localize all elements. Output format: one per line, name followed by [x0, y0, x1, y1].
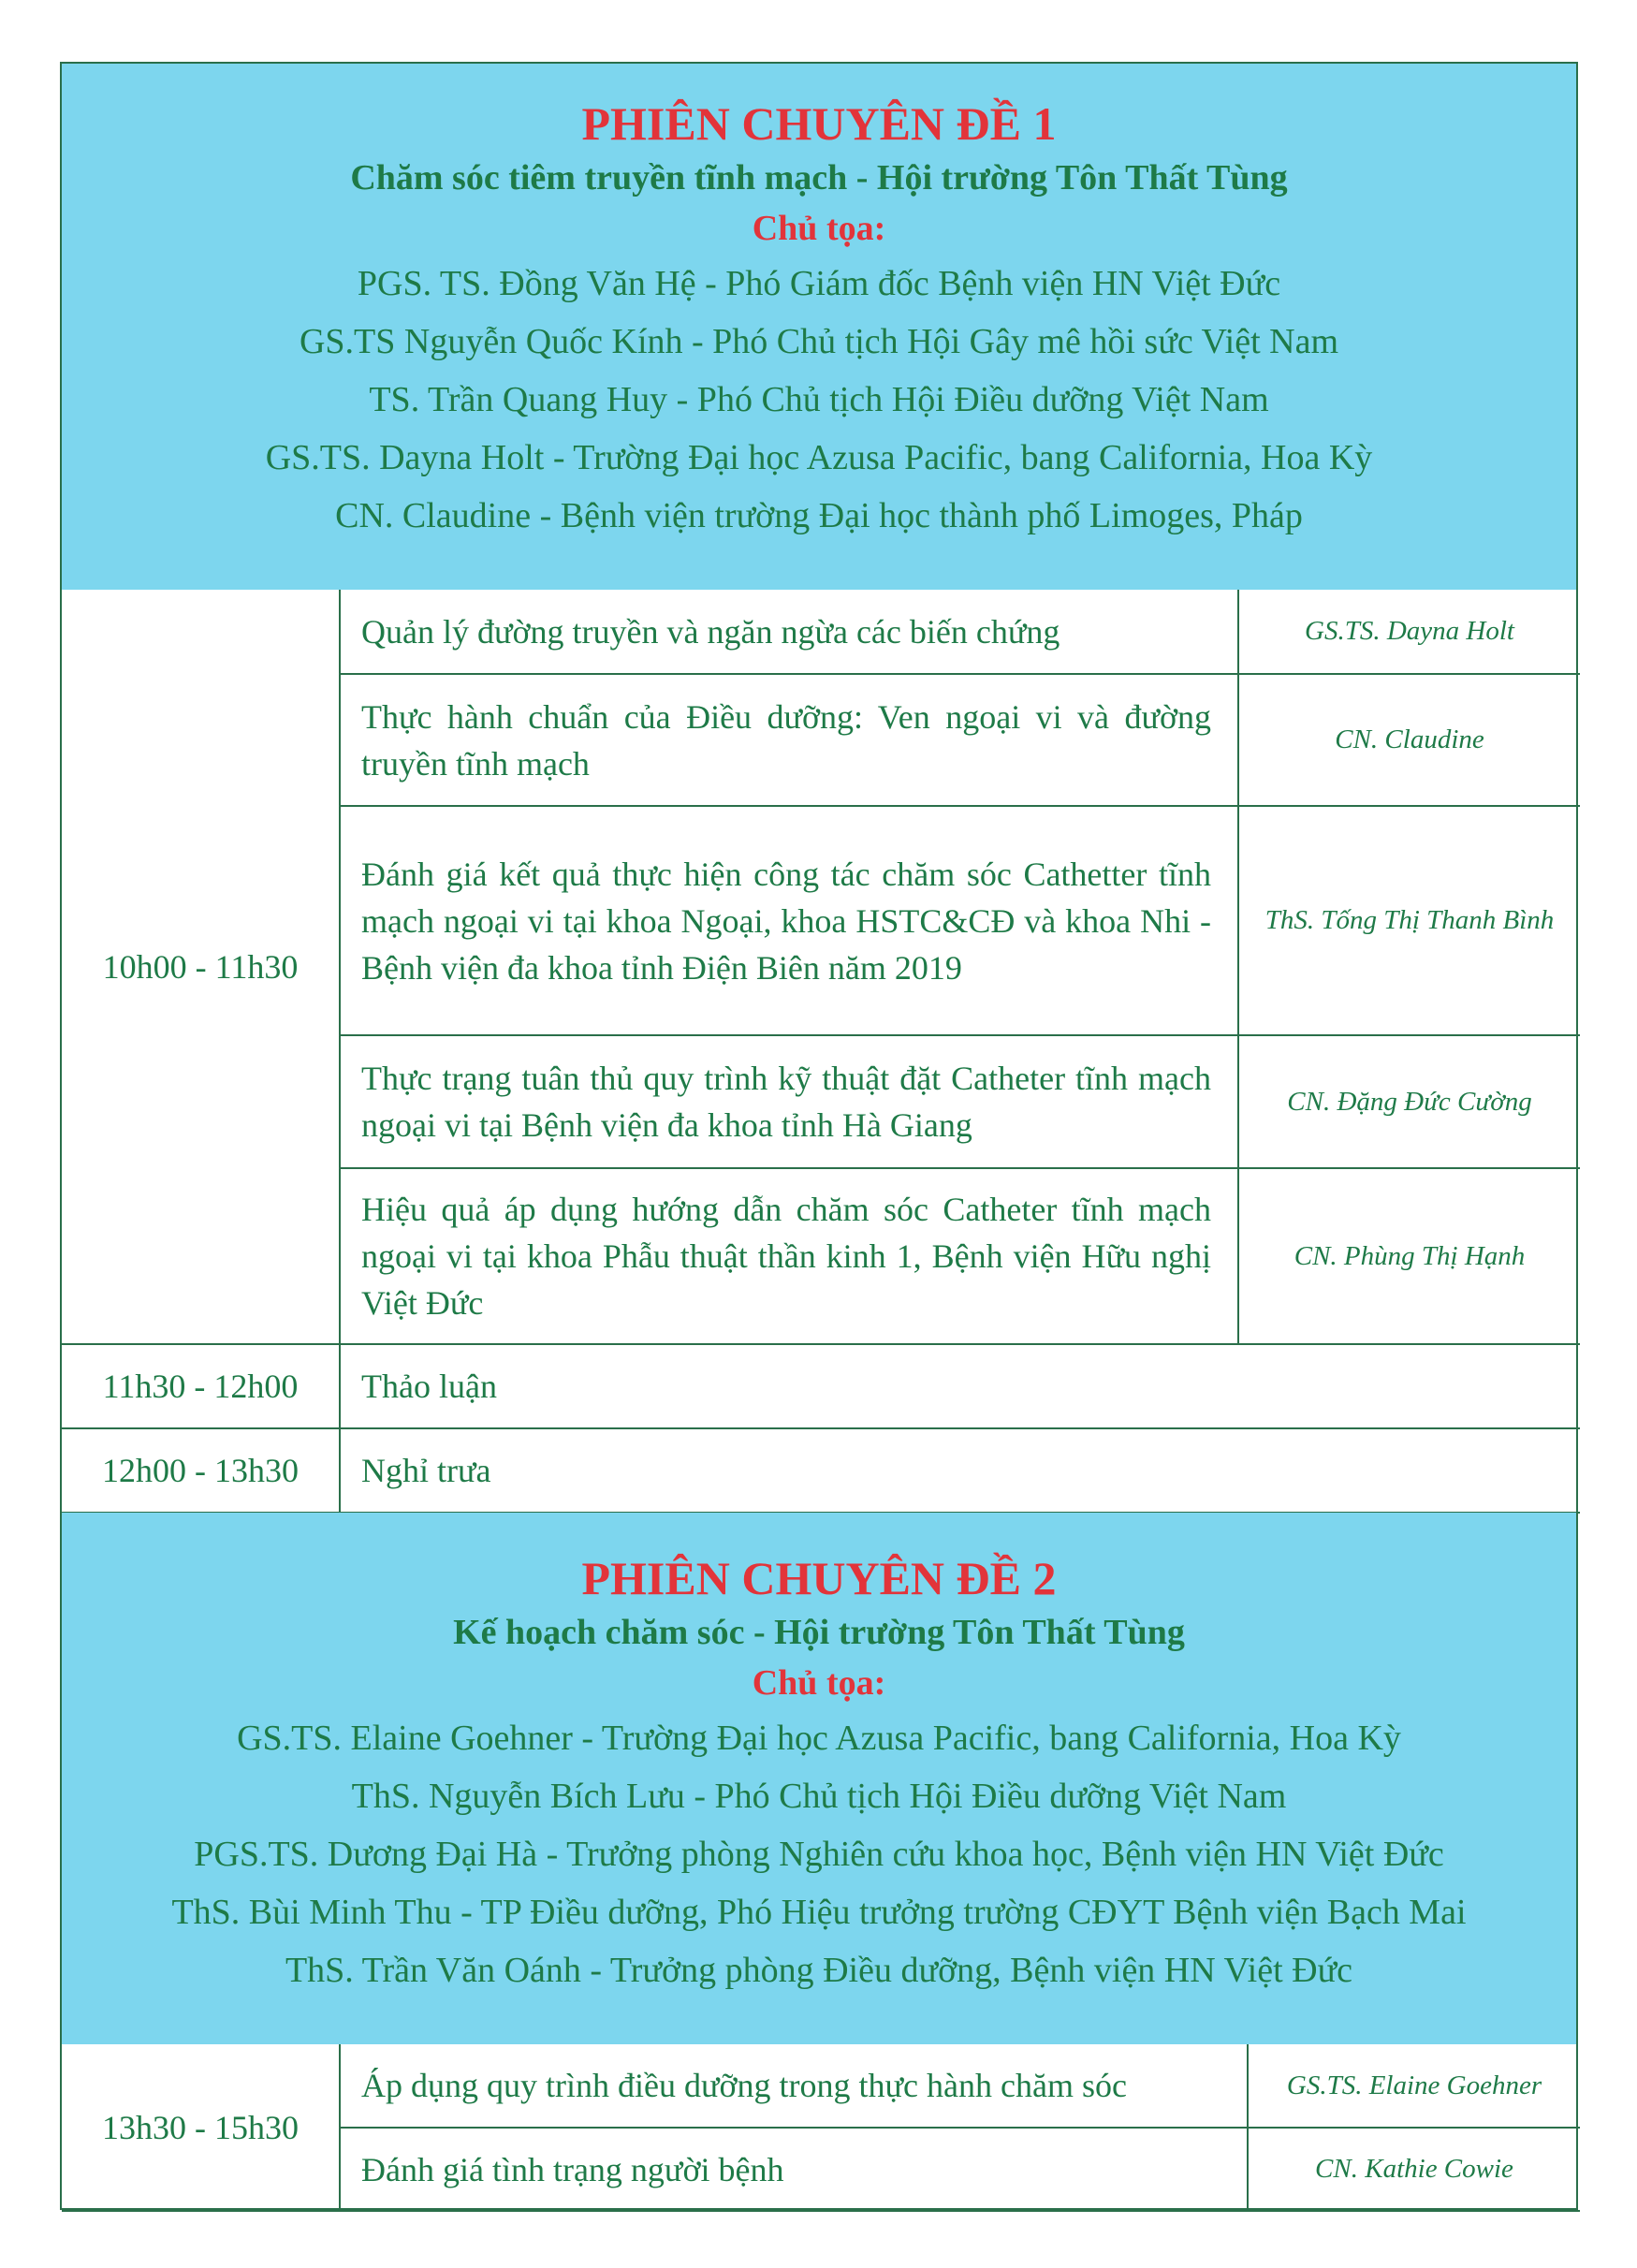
time-cell: 11h30 - 12h00 [62, 1344, 340, 1428]
session1-chair-label: Chủ tọa: [752, 209, 886, 248]
talk-topic: Đánh giá tình trạng người bệnh [340, 2128, 1248, 2211]
session1-subtitle: Chăm sóc tiêm truyền tĩnh mạch - Hội trường Tôn Thất Tùng [350, 158, 1288, 198]
talk-topic: Đánh giá kết quả thực hiện công tác chăm sóc Cathetter tĩnh mạch ngoại vi tại khoa Ngoại, khoa HSTC&CĐ và khoa Nhi - Bệnh viện đa khoa tỉnh Điện Biên năm 2019 [340, 806, 1238, 1035]
talk-speaker: CN. Phùng Thị Hạnh [1238, 1168, 1580, 1344]
session2-chair-label: Chủ tọa: [752, 1663, 886, 1703]
talk-speaker: CN. Kathie Cowie [1248, 2128, 1580, 2211]
talk-topic: Quản lý đường truyền và ngăn ngừa các biến chứng [340, 590, 1238, 674]
chair-item: GS.TS. Elaine Goehner - Trường Đại học Azusa Pacific, bang California, Hoa Kỳ [237, 1719, 1401, 1758]
session2-header [62, 1513, 1576, 2044]
session2-chair-list [62, 1709, 1576, 1999]
chair-item: GS.TS. Dayna Holt - Trường Đại học Azusa Pacific, bang California, Hoa Kỳ [265, 438, 1373, 477]
talk-speaker: CN. Claudine [1238, 674, 1580, 806]
session1-chair-list [62, 255, 1576, 545]
session1-header [62, 64, 1576, 590]
talk-speaker: CN. Đặng Đức Cường [1238, 1035, 1580, 1168]
table-row [62, 1428, 1580, 1513]
table-row [62, 590, 1580, 674]
time-cell: 13h30 - 15h30 [62, 2044, 340, 2211]
talk-topic: Áp dụng quy trình điều dưỡng trong thực hành chăm sóc [340, 2044, 1248, 2128]
chair-item: ThS. Nguyễn Bích Lưu - Phó Chủ tịch Hội Điều dưỡng Việt Nam [351, 1777, 1287, 1816]
talk-speaker: ThS. Tống Thị Thanh Bình [1238, 806, 1580, 1035]
talk-speaker: GS.TS. Dayna Holt [1238, 590, 1580, 674]
chair-item: ThS. Bùi Minh Thu - TP Điều dưỡng, Phó Hiệu trưởng trường CĐYT Bệnh viện Bạch Mai [171, 1893, 1467, 1932]
chair-item: PGS.TS. Dương Đại Hà - Trưởng phòng Nghiên cứu khoa học, Bệnh viện HN Việt Đức [194, 1835, 1444, 1874]
chair-item: PGS. TS. Đồng Văn Hệ - Phó Giám đốc Bệnh viện HN Việt Đức [357, 264, 1281, 303]
chair-item: CN. Claudine - Bệnh viện trường Đại học thành phố Limoges, Pháp [335, 496, 1303, 535]
talk-topic: Thực trạng tuân thủ quy trình kỹ thuật đặt Catheter tĩnh mạch ngoại vi tại Bệnh viện đa khoa tỉnh Hà Giang [340, 1035, 1238, 1168]
time-cell: 12h00 - 13h30 [62, 1428, 340, 1513]
talk-topic: Thực hành chuẩn của Điều dưỡng: Ven ngoại vi và đường truyền tĩnh mạch [340, 674, 1238, 806]
talk-speaker: GS.TS. Elaine Goehner [1248, 2044, 1580, 2128]
break-label: Nghỉ trưa [340, 1428, 1580, 1513]
session1-schedule-table [62, 590, 1580, 1514]
session2-schedule-table [62, 2044, 1580, 2212]
session2-title: PHIÊN CHUYÊN ĐỀ 2 [581, 1552, 1057, 1604]
chair-item: ThS. Trần Văn Oánh - Trưởng phòng Điều dưỡng, Bệnh viện HN Việt Đức [285, 1951, 1353, 1990]
table-row [62, 2044, 1580, 2128]
break-label: Thảo luận [340, 1344, 1580, 1428]
session1-title: PHIÊN CHUYÊN ĐỀ 1 [581, 97, 1057, 150]
session2-subtitle: Kế hoạch chăm sóc - Hội trường Tôn Thất Tùng [453, 1613, 1185, 1652]
talk-topic: Hiệu quả áp dụng hướng dẫn chăm sóc Catheter tĩnh mạch ngoại vi tại khoa Phẫu thuật thần kinh 1, Bệnh viện Hữu nghị Việt Đức [340, 1168, 1238, 1344]
chair-item: TS. Trần Quang Huy - Phó Chủ tịch Hội Điều dưỡng Việt Nam [369, 380, 1269, 419]
program-frame [60, 62, 1578, 2210]
time-cell: 10h00 - 11h30 [62, 590, 340, 1344]
table-row [62, 1344, 1580, 1428]
chair-item: GS.TS Nguyễn Quốc Kính - Phó Chủ tịch Hội Gây mê hồi sức Việt Nam [299, 322, 1338, 361]
